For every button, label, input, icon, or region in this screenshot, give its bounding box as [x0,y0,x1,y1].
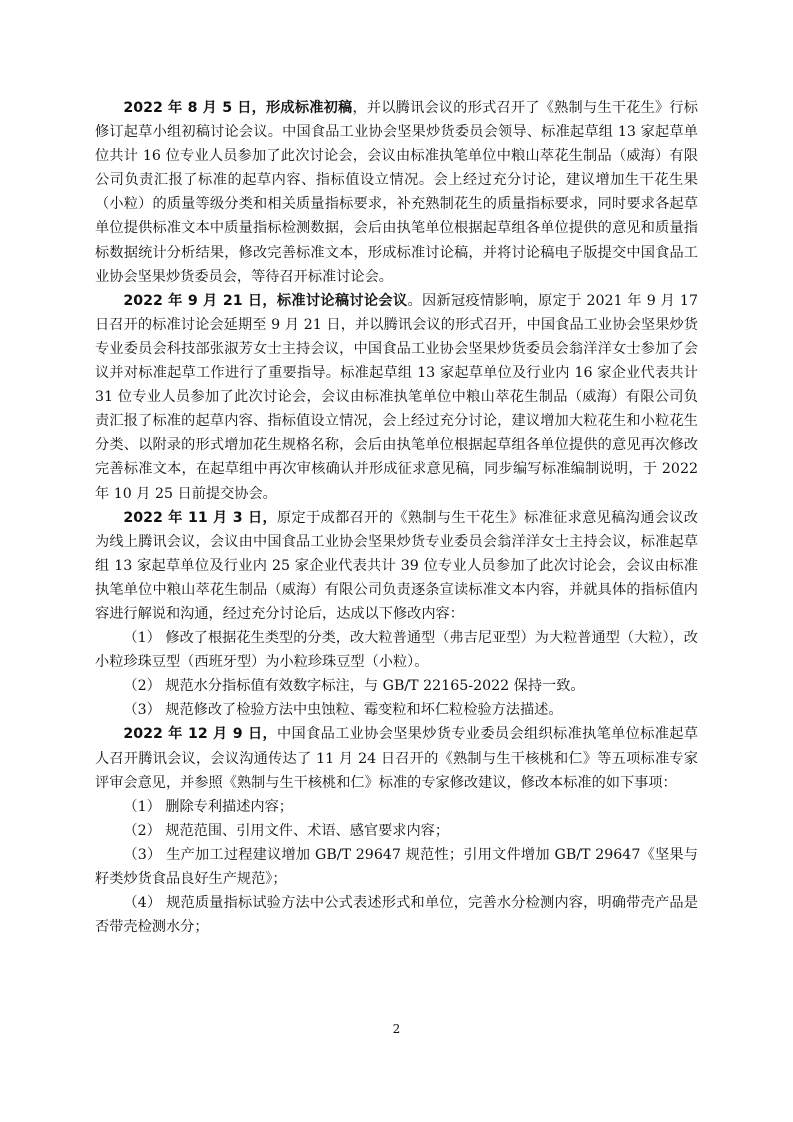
paragraph-lead: 2022 年 12 月 9 日， [123,726,278,743]
paragraph-text: 。因新冠疫情影响，原定于 2021 年 9 月 17 日召开的标准讨论会延期至 9 月 21 日，并以腾讯会议的形式召开，中国食品工业协会坚果炒货专业委员会科技部张淑芳女士主持会议，中国食品工业协会坚果炒货委员会翁洋洋女士参加了会议并对标准起草工作进行了重要指导。标准起草组 13 家起草单位及行业内 16 家企业代表共计 31 位专业人员参加了此次讨论会，会议由标准执笔单位中粮山萃花生制品（威海）有限公司负责汇报了标准的起草内容、指标值设立情况，会上经过充分讨论，建议增加大粒花生和小粒花生分类、以附录的形式增加花生规格名称，会后由执笔单位根据起草组各单位提供的意见再次修改完善标准文本，在起草组中再次审核确认并形成征求意见稿，同步编写标准编制说明，于 2022 年 10 月 25 日前提交协会。 [95,292,698,502]
paragraph-text: 中国食品工业协会坚果炒货专业委员会组织标准执笔单位标准起草人召开腾讯会议，会议沟通传达了 11 月 24 日召开的《熟制与生干核桃和仁》等五项标准专家评审会意见，并参照《熟制与生干核桃和仁》标准的专家修改建议，修改本标准的如下事项： [95,726,698,791]
document-body [95,96,698,939]
list-item: （4） 规范质量指标试验方法中公式表述形式和单位，完善水分检测内容，明确带壳产品是否带壳检测水分； [95,895,698,936]
paragraph-sep-21 [95,289,698,506]
paragraph-aug-5 [95,96,698,289]
list-item: （1） 删除专利描述内容； [123,798,293,815]
paragraph-lead: 2022 年 11 月 3 日， [123,509,278,526]
list-item: （2） 规范范围、引用文件、术语、感官要求内容； [123,822,450,839]
paragraph-text: ，并以腾讯会议的形式召开了《熟制与生干花生》行标修订起草小组初稿讨论会议。中国食品工业协会坚果炒货委员会领导、标准起草组 13 家起草单位共计 16 位专业人员参加了此次讨论会，会议由标准执笔单位中粮山萃花生制品（威海）有限公司负责汇报了标准的起草内容、指标值设立情况。会上经过充分讨论，建议增加生干花生果（小粒）的质量等级分类和相关质量指标要求，补充熟制花生的质量指标要求，同时要求各起草单位提供标准文本中质量指标检测数据，会后由执笔单位根据起草组各单位提供的意见和质量指标数据统计分析结果，修改完善标准文本，形成标准讨论稿，并将讨论稿电子版提交中国食品工业协会坚果炒货委员会，等待召开标准讨论会。 [95,100,698,285]
list-item: （2） 规范水分指标值有效数字标注，与 GB/T 22165-2022 保持一致。 [123,678,585,695]
list-item: （1） 修改了根据花生类型的分类，改大粒普通型（弗吉尼亚型）为大粒普通型（大粒），改小粒珍珠豆型（西班牙型）为小粒珍珠豆型（小粒）。 [95,630,698,671]
page-number: 2 [392,1022,401,1036]
paragraph-text: 原定于成都召开的《熟制与生干花生》标准征求意见稿沟通会议改为线上腾讯会议，会议由中国食品工业协会坚果炒货专业委员会翁洋洋女士主持会议，标准起草组 13 家起草单位及行业内 25 家企业代表共计 39 位专业人员参加了此次讨论会，会议由标准执笔单位中粮山萃花生制品（威海）有限公司负责逐条宣读标准文本内容，并就具体的指标值内容进行解说和沟通，经过充分讨论后，达成以下修改内容： [95,509,698,622]
paragraph-dec-9 [95,722,698,794]
paragraph-lead: 2022 年 8 月 5 日，形成标准初稿 [123,100,353,116]
list-item: （3） 生产加工过程建议增加 GB/T 29647 规范性；引用文件增加 GB/T 29647《坚果与籽类炒货食品良好生产规范》； [95,846,698,887]
list-item: （3） 规范修改了检验方法中虫蚀粒、霉变粒和坏仁粒检验方法描述。 [123,702,563,719]
paragraph-nov-3 [95,506,698,626]
paragraph-lead: 2022 年 9 月 21 日，标准讨论稿讨论会议 [123,292,408,309]
